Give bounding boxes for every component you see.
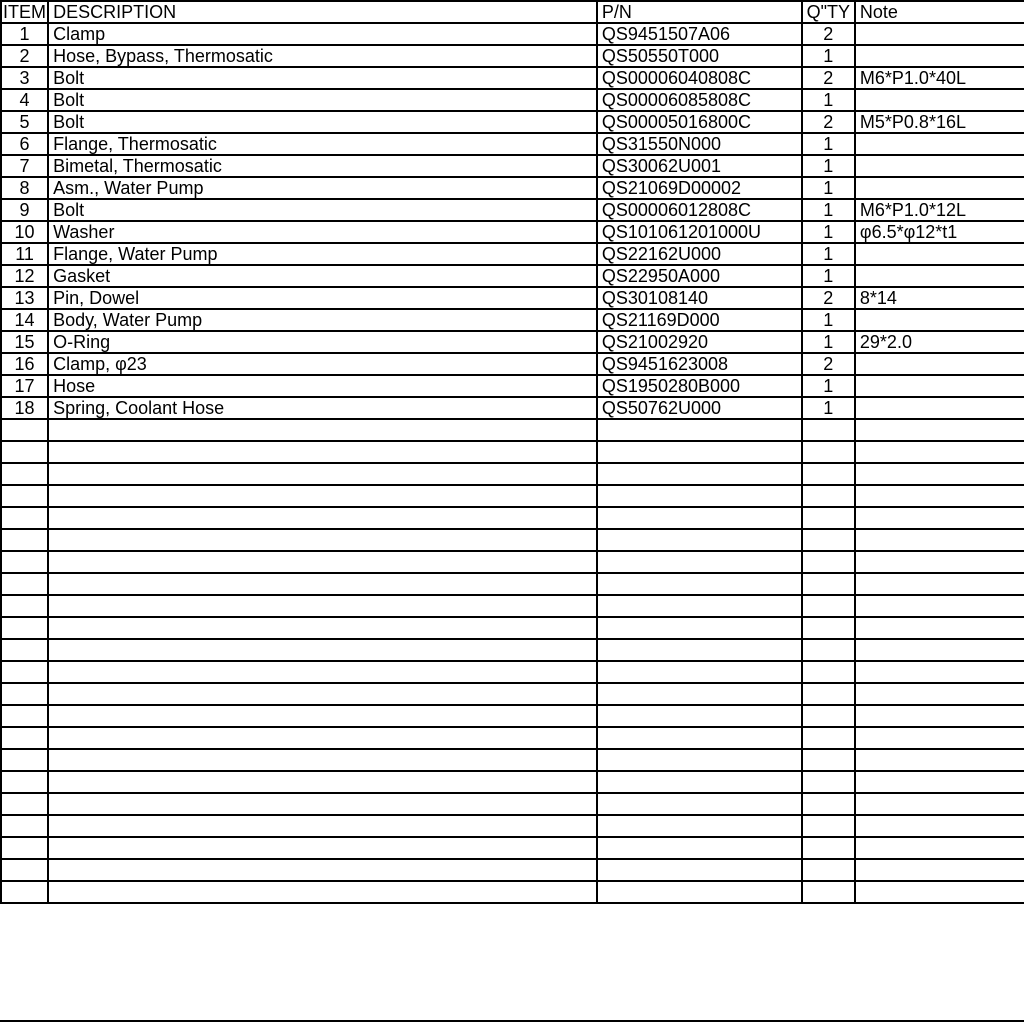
blank-cell [855, 749, 1024, 771]
blank-cell [48, 837, 597, 859]
blank-cell [48, 419, 597, 441]
table-row [1, 45, 1024, 67]
cell-item: 6 [1, 133, 48, 155]
bom-body [1, 23, 1024, 903]
blank-cell [1, 749, 48, 771]
blank-cell [597, 815, 802, 837]
blank-cell [48, 507, 597, 529]
blank-row [1, 661, 1024, 683]
blank-row [1, 507, 1024, 529]
blank-cell [1, 771, 48, 793]
blank-cell [48, 441, 597, 463]
blank-cell [855, 441, 1024, 463]
blank-cell [597, 485, 802, 507]
blank-cell [1, 661, 48, 683]
cell-description: Bimetal, Thermosatic [48, 155, 597, 177]
blank-row [1, 705, 1024, 727]
cell-part-number: QS31550N000 [597, 133, 802, 155]
table-row [1, 23, 1024, 45]
bottom-border-line [0, 1020, 1024, 1022]
blank-cell [597, 507, 802, 529]
cell-quantity: 1 [802, 45, 855, 67]
cell-item: 4 [1, 89, 48, 111]
blank-cell [48, 727, 597, 749]
blank-cell [48, 595, 597, 617]
cell-description: Gasket [48, 265, 597, 287]
cell-item: 3 [1, 67, 48, 89]
blank-cell [802, 727, 855, 749]
blank-row [1, 573, 1024, 595]
table-row [1, 353, 1024, 375]
blank-cell [48, 859, 597, 881]
cell-item: 1 [1, 23, 48, 45]
blank-cell [802, 529, 855, 551]
blank-cell [855, 529, 1024, 551]
cell-description: Bolt [48, 111, 597, 133]
blank-cell [597, 859, 802, 881]
blank-cell [855, 485, 1024, 507]
cell-description: Spring, Coolant Hose [48, 397, 597, 419]
cell-description: O-Ring [48, 331, 597, 353]
blank-row [1, 595, 1024, 617]
header-item: ITEM [1, 1, 48, 23]
cell-quantity: 1 [802, 397, 855, 419]
blank-row [1, 639, 1024, 661]
blank-cell [1, 639, 48, 661]
blank-cell [802, 815, 855, 837]
blank-cell [48, 463, 597, 485]
blank-cell [48, 749, 597, 771]
blank-cell [855, 573, 1024, 595]
blank-cell [597, 573, 802, 595]
table-row [1, 221, 1024, 243]
blank-cell [855, 705, 1024, 727]
cell-description: Washer [48, 221, 597, 243]
blank-cell [1, 881, 48, 903]
blank-cell [802, 683, 855, 705]
blank-cell [802, 485, 855, 507]
cell-note: 8*14 [855, 287, 1024, 309]
blank-cell [802, 595, 855, 617]
header-row [1, 1, 1024, 23]
table-row [1, 89, 1024, 111]
cell-description: Clamp [48, 23, 597, 45]
cell-note: M6*P1.0*40L [855, 67, 1024, 89]
cell-part-number: QS9451623008 [597, 353, 802, 375]
blank-row [1, 749, 1024, 771]
blank-cell [1, 507, 48, 529]
blank-cell [48, 661, 597, 683]
cell-quantity: 1 [802, 199, 855, 221]
blank-cell [1, 441, 48, 463]
cell-quantity: 2 [802, 23, 855, 45]
blank-cell [48, 573, 597, 595]
cell-part-number: QS1950280B000 [597, 375, 802, 397]
cell-note [855, 265, 1024, 287]
cell-quantity: 2 [802, 67, 855, 89]
cell-item: 9 [1, 199, 48, 221]
blank-cell [802, 463, 855, 485]
blank-cell [1, 595, 48, 617]
blank-cell [855, 595, 1024, 617]
blank-cell [597, 463, 802, 485]
header-description: DESCRIPTION [48, 1, 597, 23]
cell-note [855, 155, 1024, 177]
blank-row [1, 441, 1024, 463]
cell-quantity: 1 [802, 243, 855, 265]
cell-quantity: 1 [802, 309, 855, 331]
blank-cell [1, 705, 48, 727]
blank-cell [597, 661, 802, 683]
blank-cell [48, 617, 597, 639]
blank-cell [855, 507, 1024, 529]
blank-cell [855, 419, 1024, 441]
blank-cell [802, 705, 855, 727]
blank-cell [597, 705, 802, 727]
blank-row [1, 881, 1024, 903]
cell-item: 15 [1, 331, 48, 353]
table-row [1, 177, 1024, 199]
cell-part-number: QS50762U000 [597, 397, 802, 419]
blank-cell [597, 441, 802, 463]
blank-cell [597, 683, 802, 705]
table-row [1, 397, 1024, 419]
table-row [1, 309, 1024, 331]
blank-cell [855, 837, 1024, 859]
cell-note [855, 177, 1024, 199]
blank-cell [597, 595, 802, 617]
blank-cell [1, 485, 48, 507]
cell-part-number: QS101061201000U [597, 221, 802, 243]
cell-part-number: QS22950A000 [597, 265, 802, 287]
cell-note [855, 397, 1024, 419]
blank-cell [48, 551, 597, 573]
blank-cell [48, 529, 597, 551]
blank-cell [48, 881, 597, 903]
blank-cell [855, 859, 1024, 881]
cell-description: Asm., Water Pump [48, 177, 597, 199]
blank-cell [597, 419, 802, 441]
table-row [1, 243, 1024, 265]
blank-cell [802, 617, 855, 639]
cell-quantity: 1 [802, 133, 855, 155]
blank-row [1, 529, 1024, 551]
blank-row [1, 837, 1024, 859]
cell-description: Body, Water Pump [48, 309, 597, 331]
table-row [1, 265, 1024, 287]
blank-cell [1, 419, 48, 441]
blank-cell [48, 683, 597, 705]
cell-item: 18 [1, 397, 48, 419]
blank-cell [855, 771, 1024, 793]
blank-cell [802, 771, 855, 793]
blank-cell [597, 837, 802, 859]
cell-item: 10 [1, 221, 48, 243]
blank-row [1, 683, 1024, 705]
blank-cell [802, 441, 855, 463]
blank-cell [855, 661, 1024, 683]
cell-part-number: QS21069D00002 [597, 177, 802, 199]
cell-note [855, 133, 1024, 155]
cell-item: 2 [1, 45, 48, 67]
blank-cell [802, 507, 855, 529]
blank-cell [48, 705, 597, 727]
cell-part-number: QS00006012808C [597, 199, 802, 221]
cell-item: 8 [1, 177, 48, 199]
blank-row [1, 485, 1024, 507]
blank-row [1, 815, 1024, 837]
cell-part-number: QS00006040808C [597, 67, 802, 89]
blank-cell [802, 551, 855, 573]
cell-item: 13 [1, 287, 48, 309]
cell-note [855, 309, 1024, 331]
cell-part-number: QS00006085808C [597, 89, 802, 111]
cell-quantity: 2 [802, 287, 855, 309]
blank-cell [1, 573, 48, 595]
header-quantity: Q"TY [802, 1, 855, 23]
cell-quantity: 1 [802, 89, 855, 111]
cell-part-number: QS50550T000 [597, 45, 802, 67]
cell-note: M6*P1.0*12L [855, 199, 1024, 221]
cell-note [855, 45, 1024, 67]
blank-cell [48, 639, 597, 661]
cell-description: Clamp, φ23 [48, 353, 597, 375]
blank-cell [802, 749, 855, 771]
blank-cell [802, 573, 855, 595]
cell-description: Flange, Water Pump [48, 243, 597, 265]
blank-cell [1, 727, 48, 749]
blank-row [1, 463, 1024, 485]
cell-quantity: 1 [802, 155, 855, 177]
blank-cell [1, 683, 48, 705]
blank-row [1, 859, 1024, 881]
cell-item: 17 [1, 375, 48, 397]
blank-row [1, 617, 1024, 639]
blank-cell [48, 485, 597, 507]
cell-quantity: 1 [802, 265, 855, 287]
blank-cell [1, 815, 48, 837]
cell-item: 12 [1, 265, 48, 287]
blank-cell [802, 881, 855, 903]
blank-cell [1, 859, 48, 881]
table-row [1, 155, 1024, 177]
blank-cell [48, 793, 597, 815]
blank-cell [597, 771, 802, 793]
cell-quantity: 2 [802, 111, 855, 133]
cell-note: M5*P0.8*16L [855, 111, 1024, 133]
header-note: Note [855, 1, 1024, 23]
cell-note [855, 243, 1024, 265]
blank-cell [1, 837, 48, 859]
blank-cell [597, 529, 802, 551]
cell-description: Bolt [48, 89, 597, 111]
blank-cell [802, 837, 855, 859]
cell-note: 29*2.0 [855, 331, 1024, 353]
table-row [1, 287, 1024, 309]
cell-description: Bolt [48, 67, 597, 89]
table-row [1, 111, 1024, 133]
blank-row [1, 793, 1024, 815]
blank-row [1, 727, 1024, 749]
cell-quantity: 1 [802, 177, 855, 199]
blank-cell [1, 529, 48, 551]
blank-cell [802, 419, 855, 441]
cell-description: Hose [48, 375, 597, 397]
cell-item: 14 [1, 309, 48, 331]
blank-cell [597, 617, 802, 639]
cell-item: 5 [1, 111, 48, 133]
cell-description: Hose, Bypass, Thermosatic [48, 45, 597, 67]
blank-cell [48, 815, 597, 837]
cell-description: Bolt [48, 199, 597, 221]
blank-cell [802, 639, 855, 661]
blank-cell [802, 793, 855, 815]
blank-cell [802, 661, 855, 683]
cell-part-number: QS9451507A06 [597, 23, 802, 45]
blank-cell [855, 617, 1024, 639]
blank-cell [597, 551, 802, 573]
blank-cell [802, 859, 855, 881]
cell-note [855, 375, 1024, 397]
cell-quantity: 1 [802, 221, 855, 243]
cell-quantity: 1 [802, 331, 855, 353]
cell-part-number: QS00005016800C [597, 111, 802, 133]
blank-cell [855, 815, 1024, 837]
cell-part-number: QS30108140 [597, 287, 802, 309]
blank-cell [597, 727, 802, 749]
table-row [1, 67, 1024, 89]
table-row [1, 133, 1024, 155]
cell-part-number: QS30062U001 [597, 155, 802, 177]
blank-row [1, 771, 1024, 793]
cell-part-number: QS22162U000 [597, 243, 802, 265]
cell-item: 7 [1, 155, 48, 177]
blank-cell [855, 463, 1024, 485]
cell-quantity: 1 [802, 375, 855, 397]
cell-item: 11 [1, 243, 48, 265]
blank-cell [1, 463, 48, 485]
cell-note [855, 23, 1024, 45]
cell-part-number: QS21169D000 [597, 309, 802, 331]
table-row [1, 199, 1024, 221]
cell-item: 16 [1, 353, 48, 375]
blank-cell [1, 617, 48, 639]
blank-cell [597, 749, 802, 771]
blank-cell [855, 727, 1024, 749]
blank-cell [48, 771, 597, 793]
table-row [1, 375, 1024, 397]
blank-cell [1, 551, 48, 573]
blank-cell [855, 793, 1024, 815]
header-part-number: P/N [597, 1, 802, 23]
cell-part-number: QS21002920 [597, 331, 802, 353]
blank-cell [597, 793, 802, 815]
blank-cell [855, 639, 1024, 661]
blank-row [1, 551, 1024, 573]
cell-quantity: 2 [802, 353, 855, 375]
cell-note [855, 89, 1024, 111]
blank-cell [855, 683, 1024, 705]
cell-note: φ6.5*φ12*t1 [855, 221, 1024, 243]
cell-note [855, 353, 1024, 375]
table-row [1, 331, 1024, 353]
blank-cell [855, 551, 1024, 573]
blank-cell [855, 881, 1024, 903]
blank-row [1, 419, 1024, 441]
cell-description: Flange, Thermosatic [48, 133, 597, 155]
blank-cell [1, 793, 48, 815]
cell-description: Pin, Dowel [48, 287, 597, 309]
blank-cell [597, 881, 802, 903]
blank-cell [597, 639, 802, 661]
